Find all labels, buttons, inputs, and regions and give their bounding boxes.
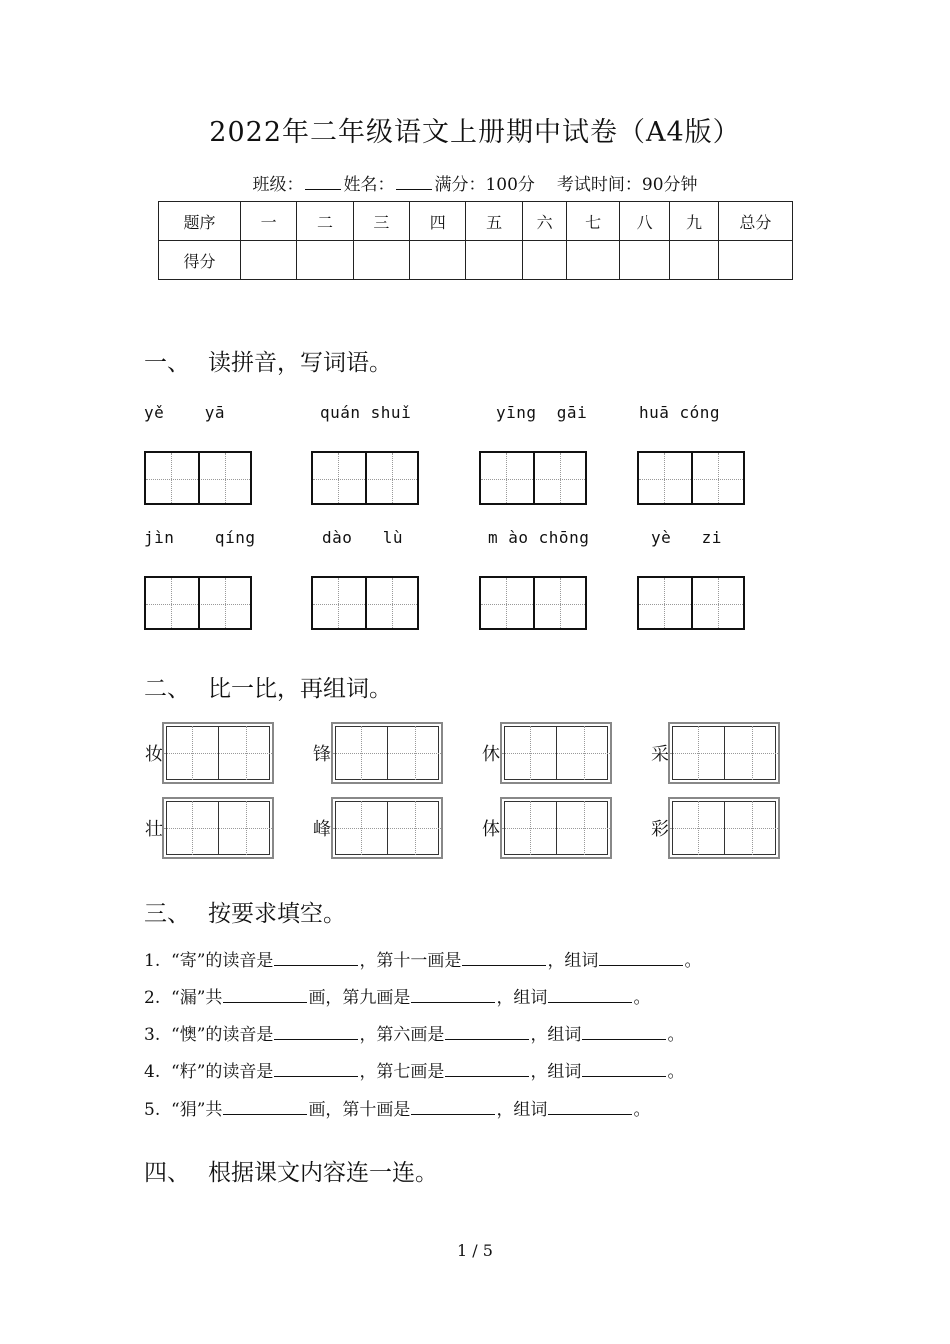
fill-item xyxy=(144,1020,684,1045)
item-text: 。 xyxy=(633,988,651,1008)
score-cell[interactable] xyxy=(410,241,466,280)
page-title: 2022年二年级语文上册期中试卷（A4版） xyxy=(209,117,741,148)
class-blank xyxy=(305,175,341,190)
exam-time: 考试时间：90分钟 xyxy=(556,175,698,195)
fill-item xyxy=(144,983,650,1008)
section-number: 三、 xyxy=(144,901,190,927)
word-box[interactable] xyxy=(331,722,443,784)
header-cell: 二 xyxy=(297,202,353,241)
item-text: ，第六画是 xyxy=(359,1025,445,1045)
item-number: 2. xyxy=(144,988,161,1008)
item-text: ，第七画是 xyxy=(359,1062,445,1082)
item-text: “懊”的读音是 xyxy=(171,1025,274,1045)
name-blank xyxy=(396,175,432,190)
tianzige-box[interactable] xyxy=(311,451,419,505)
score-cell[interactable] xyxy=(353,241,409,280)
compare-char: 体 xyxy=(482,819,500,840)
score-cell[interactable] xyxy=(240,241,296,280)
item-text: “寄”的读音是 xyxy=(171,951,274,971)
header-cell: 九 xyxy=(670,202,719,241)
score-table-score-row xyxy=(159,241,793,280)
section-number: 一、 xyxy=(144,350,190,376)
item-text: “籽”的读音是 xyxy=(171,1062,274,1082)
item-text: “狷”共 xyxy=(171,1100,223,1120)
answer-blank[interactable] xyxy=(462,951,546,966)
compare-char: 壮 xyxy=(145,819,163,840)
score-cell[interactable] xyxy=(718,241,792,280)
tianzige-box[interactable] xyxy=(479,576,587,630)
header-cell: 总分 xyxy=(718,202,792,241)
item-text: ，组词 xyxy=(530,1025,582,1045)
page-number: 1 / 5 xyxy=(457,1241,493,1260)
header-cell: 一 xyxy=(240,202,296,241)
item-number: 4. xyxy=(144,1062,161,1082)
item-text: 。 xyxy=(633,1100,651,1120)
section-title: 比一比，再组词。 xyxy=(208,676,392,702)
tianzige-box[interactable] xyxy=(144,451,252,505)
pinyin: huā cóng xyxy=(639,403,721,422)
section-4-heading xyxy=(144,1154,438,1187)
word-box[interactable] xyxy=(668,722,780,784)
compare-char: 彩 xyxy=(651,819,669,840)
answer-blank[interactable] xyxy=(445,1062,529,1077)
compare-char: 锋 xyxy=(313,744,331,765)
pinyin: jìn qíng xyxy=(144,528,256,547)
item-text: ，组词 xyxy=(547,951,599,971)
tianzige-box[interactable] xyxy=(479,451,587,505)
item-text: 。 xyxy=(667,1062,685,1082)
answer-blank[interactable] xyxy=(548,1100,632,1115)
answer-blank[interactable] xyxy=(274,1025,358,1040)
item-text: 画，第十画是 xyxy=(308,1100,411,1120)
tianzige-box[interactable] xyxy=(144,576,252,630)
section-title: 按要求填空。 xyxy=(208,901,346,927)
compare-char: 峰 xyxy=(313,819,331,840)
tianzige-box[interactable] xyxy=(637,451,745,505)
word-box[interactable] xyxy=(331,797,443,859)
header-cell: 五 xyxy=(466,202,522,241)
fill-item xyxy=(144,1057,684,1082)
student-info xyxy=(0,170,950,195)
header-cell: 八 xyxy=(619,202,669,241)
item-text: “漏”共 xyxy=(171,988,223,1008)
score-cell[interactable] xyxy=(670,241,719,280)
score-cell[interactable] xyxy=(567,241,619,280)
item-text: 。 xyxy=(684,951,702,971)
score-row-label: 得分 xyxy=(159,241,241,280)
answer-blank[interactable] xyxy=(274,1062,358,1077)
score-cell[interactable] xyxy=(297,241,353,280)
item-number: 1. xyxy=(144,951,161,971)
item-text: ，组词 xyxy=(496,1100,548,1120)
compare-char: 采 xyxy=(651,744,669,765)
pinyin: dào lù xyxy=(322,528,404,547)
score-cell[interactable] xyxy=(619,241,669,280)
item-text: 画，第九画是 xyxy=(308,988,411,1008)
section-number: 二、 xyxy=(144,676,190,702)
pinyin: yīng gāi xyxy=(496,403,588,422)
item-text: ，组词 xyxy=(530,1062,582,1082)
item-text: 。 xyxy=(667,1025,685,1045)
answer-blank[interactable] xyxy=(411,1100,495,1115)
word-box[interactable] xyxy=(500,797,612,859)
tianzige-box[interactable] xyxy=(637,576,745,630)
score-cell[interactable] xyxy=(466,241,522,280)
header-cell: 四 xyxy=(410,202,466,241)
item-number: 3. xyxy=(144,1025,161,1045)
answer-blank[interactable] xyxy=(223,1100,307,1115)
item-number: 5. xyxy=(144,1100,161,1120)
name-label: 姓名： xyxy=(343,175,395,195)
answer-blank[interactable] xyxy=(411,988,495,1003)
section-3-heading xyxy=(144,895,346,928)
answer-blank[interactable] xyxy=(582,1025,666,1040)
word-box[interactable] xyxy=(500,722,612,784)
answer-blank[interactable] xyxy=(445,1025,529,1040)
pinyin: yè zi xyxy=(651,528,722,547)
answer-blank[interactable] xyxy=(599,951,683,966)
answer-blank[interactable] xyxy=(274,951,358,966)
section-title: 根据课文内容连一连。 xyxy=(208,1160,438,1186)
class-label: 班级： xyxy=(252,175,304,195)
section-title: 读拼音，写词语。 xyxy=(208,350,392,376)
header-cell: 七 xyxy=(567,202,619,241)
word-box[interactable] xyxy=(668,797,780,859)
section-2-heading xyxy=(144,670,392,703)
fill-item xyxy=(144,946,701,971)
section-1-heading xyxy=(144,344,392,377)
header-cell: 六 xyxy=(522,202,567,241)
word-box[interactable] xyxy=(162,722,274,784)
item-text: ，组词 xyxy=(496,988,548,1008)
answer-blank[interactable] xyxy=(582,1062,666,1077)
score-table xyxy=(158,201,793,280)
full-score: 满分：100分 xyxy=(434,175,535,195)
score-cell[interactable] xyxy=(522,241,567,280)
pinyin: m ào chōng xyxy=(488,528,590,547)
pinyin: yě yā xyxy=(144,403,226,422)
answer-blank[interactable] xyxy=(548,988,632,1003)
tianzige-box[interactable] xyxy=(311,576,419,630)
score-table-header-row xyxy=(159,202,793,241)
section-number: 四、 xyxy=(144,1160,190,1186)
compare-char: 妆 xyxy=(145,744,163,765)
fill-item xyxy=(144,1095,650,1120)
header-cell: 题序 xyxy=(159,202,241,241)
word-box[interactable] xyxy=(162,797,274,859)
compare-char: 休 xyxy=(482,744,500,765)
header-cell: 三 xyxy=(353,202,409,241)
pinyin: quán shuǐ xyxy=(320,403,412,422)
item-text: ，第十一画是 xyxy=(359,951,462,971)
answer-blank[interactable] xyxy=(223,988,307,1003)
